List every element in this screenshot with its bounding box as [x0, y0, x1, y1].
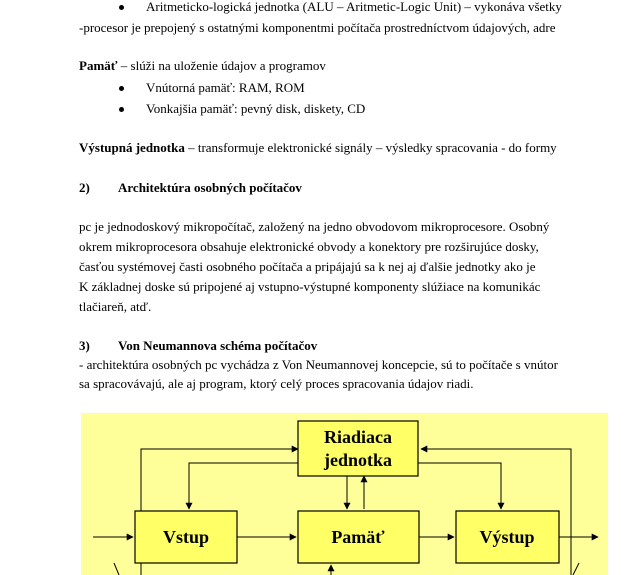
section2-line-1: pc je jednodoskový mikropočítač, založený na jedno obvodovom mikroprocesore. Osobný	[79, 219, 550, 234]
memory-label: Pamäť	[331, 527, 385, 547]
memory-box	[298, 511, 419, 563]
section2-line-2: okrem mikroprocesora obsahuje elektronické obvody a konektory pre rozširujúce dosky,	[79, 239, 539, 254]
section2-number: 2)	[79, 180, 90, 195]
section3-number: 3)	[79, 338, 90, 353]
control-unit-box	[298, 421, 418, 476]
memory-heading	[79, 58, 326, 74]
memory-title: Pamäť	[79, 58, 118, 73]
output-title: Výstupná jednotka	[79, 140, 185, 155]
section3-title: Von Neumannova schéma počítačov	[118, 338, 318, 353]
input-label: Vstup	[162, 527, 210, 547]
section3-line-2: sa spracovávajú, ale aj program, ktorý celý proces spracovania údajov riadi.	[79, 376, 474, 391]
section2-line-4: K základnej doske sú pripojené aj vstupno-výstupné komponenty slúžiace na komunikác	[79, 279, 541, 294]
memory-item-external: Vonkajšia pamäť: pevný disk, diskety, CD	[146, 101, 366, 116]
alu-line: Aritmeticko-logická jednotka (ALU – Aritmetic-Logic Unit) – vykonáva všetky	[146, 0, 562, 14]
memory-item-internal: Vnútorná pamäť: RAM, ROM	[146, 80, 305, 95]
input-box	[135, 511, 237, 563]
section2-line-3: časťou systémovej časti osobného počítača a pripájajú sa k nej aj ďalšie jednotky ako je	[79, 259, 536, 274]
processor-line: -procesor je prepojený s ostatnými komponentmi počítača prostredníctvom údajových, adre	[79, 20, 556, 35]
bullet-dot	[119, 107, 124, 112]
output-desc: – transformuje elektronické signály – výsledky spracovania - do formy	[184, 140, 557, 155]
bullet-dot	[119, 86, 124, 91]
output-label: Výstup	[479, 527, 535, 547]
output-heading	[79, 140, 557, 156]
control-unit-label-line1: Riadiaca	[323, 427, 393, 447]
bullet-dot	[119, 5, 124, 10]
section2-line-5: tlačiareň, atď.	[79, 299, 152, 314]
section3-line-1: - architektúra osobných pc vychádza z Von Neumannovej koncepcie, sú to počítače s vnútor	[79, 357, 558, 372]
section2-title: Architektúra osobných počítačov	[118, 180, 302, 195]
output-box	[456, 511, 559, 563]
von-neumann-diagram	[81, 413, 608, 575]
memory-desc: – slúži na uloženie údajov a programov	[117, 58, 326, 73]
control-unit-label-line2: jednotka	[323, 450, 393, 470]
